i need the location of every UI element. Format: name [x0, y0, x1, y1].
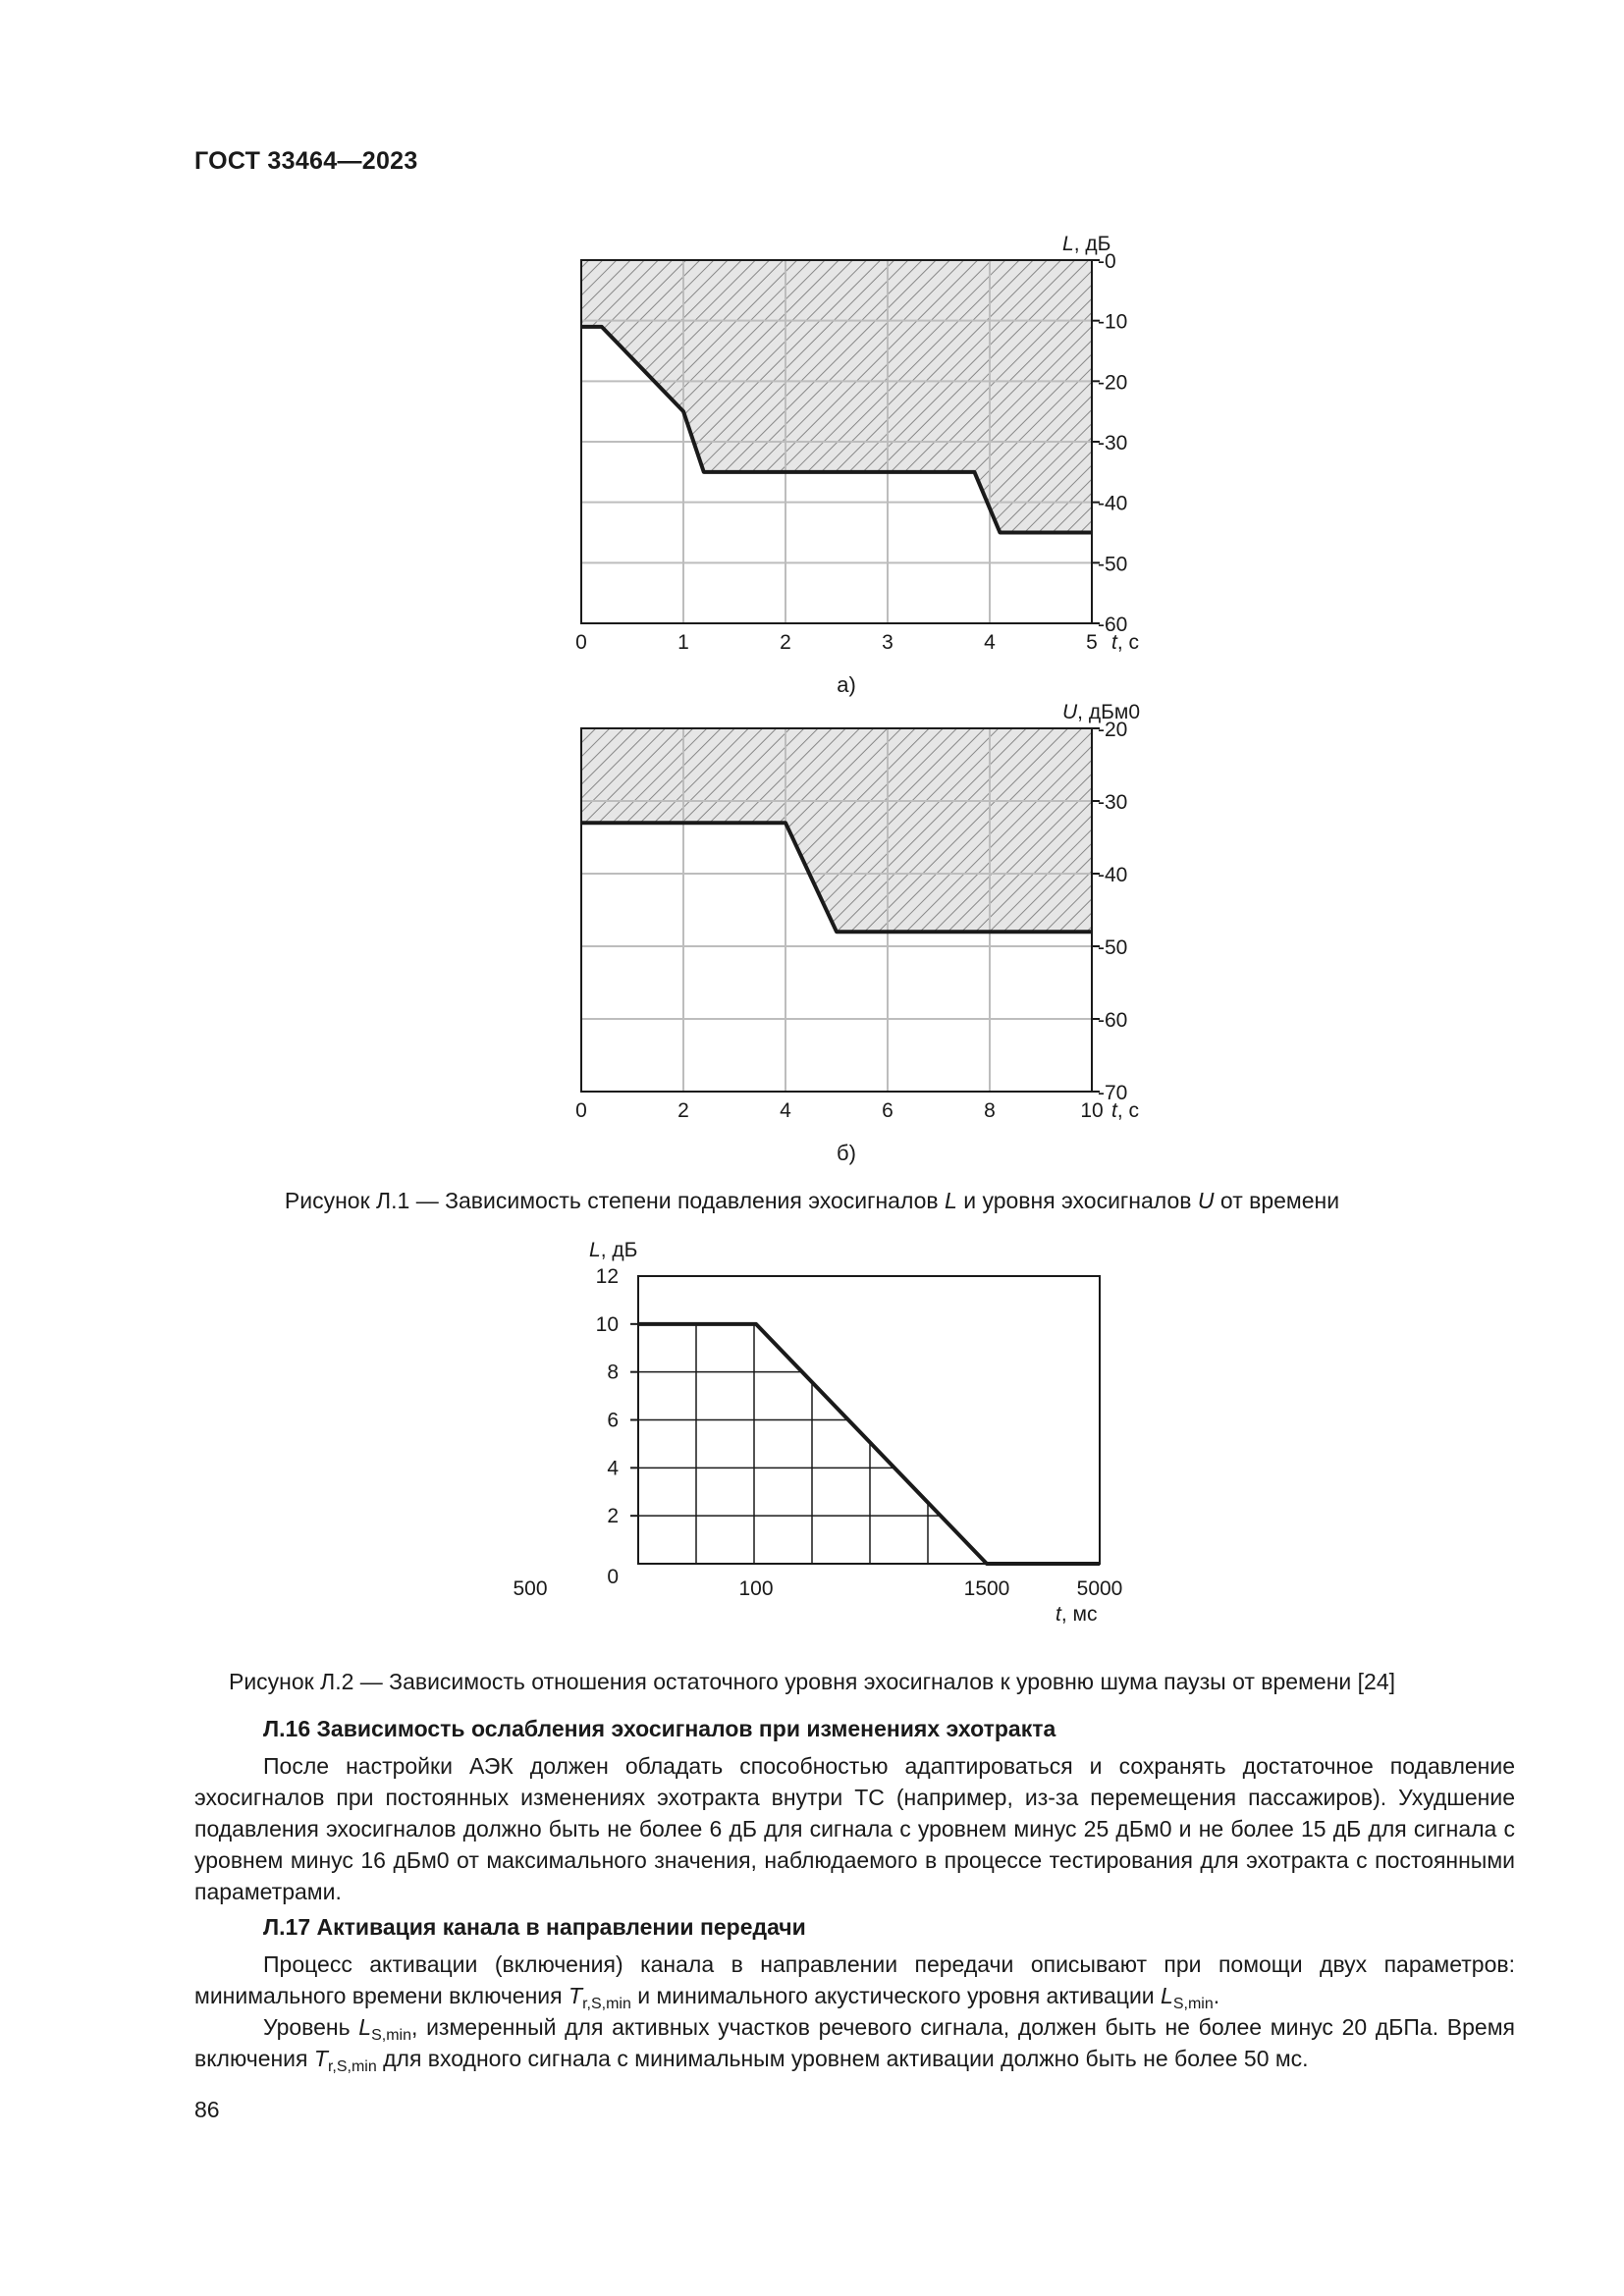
y-tick-label: 10: [595, 1312, 619, 1336]
paragraph-l17-2: Уровень $L_{S,min}$, измеренный для активных участков речевого сигнала, должен быть не более минус 20 дБПа. Время включения $T_{r,S,min}$ для входного сигнала с минимальным уровнем активации должно быть не более 50 мс.: [194, 2014, 1515, 2075]
y-tick-label: 2: [607, 1505, 619, 1528]
y-axis-var: U: [1062, 701, 1078, 723]
section-title-l17: Л.17 Активация канала в направлении передачи: [263, 1914, 806, 1940]
y-tick-label: -20: [1098, 371, 1128, 395]
x-tick-label: 2: [677, 1099, 689, 1122]
y-tick-label: 8: [607, 1361, 619, 1384]
paragraph-l17-1: Процесс активации (включения) канала в направлении передачи описывают при помощи двух параметров: минимального времени включения $T_{r,S,min}$ и минимального акустического уровня активации $L_{S,min}$.: [194, 1951, 1515, 2012]
caption-figure-l1: Рисунок Л.1 — Зависимость степени подавления эхосигналов L и уровня эхосигналов U от времени: [284, 1188, 1340, 1213]
x-axis-var: t: [1111, 631, 1117, 654]
y-tick-label: -60: [1098, 1009, 1128, 1032]
chart-l1-b: [530, 682, 1159, 1163]
x-axis-unit: , с: [1116, 631, 1140, 654]
y-axis-label: [1062, 701, 1140, 723]
paragraph-l16: После настройки АЭК должен обладать способностью адаптироваться и сохранять достаточное подавление эхосигналов при постоянных изменениях эхотракта внутри ТС (например, из-за перемещения пассажиров). Ухудшение подавления эхосигналов должно быть не более 6 дБ для сигнала с уровнем минус 25 дБм0 и не более 15 дБ для сигнала с уровнем минус 16 дБм0 от максимального значения, наблюдаемого в процессе тестирования для эхотракта с постоянными параметрами.: [194, 1753, 1515, 1904]
x-axis-label: [1111, 1099, 1139, 1122]
x-axis-var: t: [1111, 1099, 1117, 1122]
y-tick-label: -50: [1098, 553, 1128, 576]
x-tick-label: 1500: [963, 1577, 1010, 1600]
x-axis-label: [1111, 631, 1139, 654]
section-title-l16: Л.16 Зависимость ослабления эхосигналов при изменениях эхотракта: [263, 1716, 1056, 1741]
caption-figure-l2: Рисунок Л.2 — Зависимость отношения остаточного уровня эхосигналов к уровню шума паузы от времени [24]: [228, 1669, 1395, 1694]
x-tick-label: 1: [677, 631, 689, 654]
x-tick-label: 4: [984, 631, 996, 654]
x-tick-label: 2: [780, 631, 791, 654]
x-axis-label: [1056, 1603, 1097, 1626]
y-tick-label: -60: [1098, 614, 1128, 636]
x-tick-label: 500: [513, 1577, 548, 1600]
y-tick-label: -30: [1098, 432, 1128, 454]
x-axis-var: t: [1056, 1603, 1061, 1626]
y-tick-label: -40: [1098, 492, 1128, 515]
chart-l2: [513, 1227, 1159, 1649]
x-tick-label: 6: [882, 1099, 893, 1122]
y-tick-label: 4: [607, 1457, 619, 1480]
y-axis-unit: , дБм0: [1077, 701, 1140, 723]
y-axis-var: L: [1062, 233, 1074, 255]
x-axis-unit: , с: [1116, 1099, 1140, 1122]
x-tick-label: 0: [575, 631, 587, 654]
hatched-region: [581, 728, 1092, 932]
x-tick-label: 5000: [1076, 1577, 1123, 1600]
x-axis-unit: , мс: [1060, 1603, 1098, 1626]
y-axis-unit: , дБ: [600, 1239, 638, 1261]
y-tick-label: -30: [1098, 791, 1128, 814]
x-tick-label: 8: [984, 1099, 996, 1122]
y-axis-var: L: [589, 1239, 601, 1261]
hatched-region: [581, 260, 1092, 533]
y-axis-label: [1062, 233, 1110, 255]
y-tick-label: -10: [1098, 310, 1128, 334]
y-tick-label: 0: [607, 1566, 619, 1588]
y-axis-unit: , дБ: [1073, 233, 1111, 255]
x-tick-label: 0: [575, 1099, 587, 1122]
y-tick-label: -50: [1098, 936, 1128, 959]
x-tick-label: 4: [780, 1099, 791, 1122]
y-tick-label: 6: [607, 1409, 619, 1432]
x-tick-label: 3: [882, 631, 893, 654]
subfigure-label: б): [837, 1141, 856, 1165]
x-tick-label: 100: [738, 1577, 774, 1600]
y-tick-label: -0: [1098, 250, 1116, 273]
y-tick-label: -40: [1098, 864, 1128, 886]
y-axis-label: [589, 1239, 637, 1261]
y-tick-label: 12: [595, 1265, 619, 1288]
document-header: ГОСТ 33464—2023: [194, 147, 418, 175]
subfigure-label: а): [837, 672, 856, 697]
x-tick-label: 10: [1080, 1099, 1104, 1122]
page-number: 86: [194, 2097, 220, 2122]
y-tick-label: -20: [1098, 719, 1128, 741]
y-tick-label: -70: [1098, 1082, 1128, 1104]
chart-l1-a: [530, 221, 1159, 697]
series-line: [638, 1324, 1100, 1564]
x-tick-label: 5: [1086, 631, 1098, 654]
